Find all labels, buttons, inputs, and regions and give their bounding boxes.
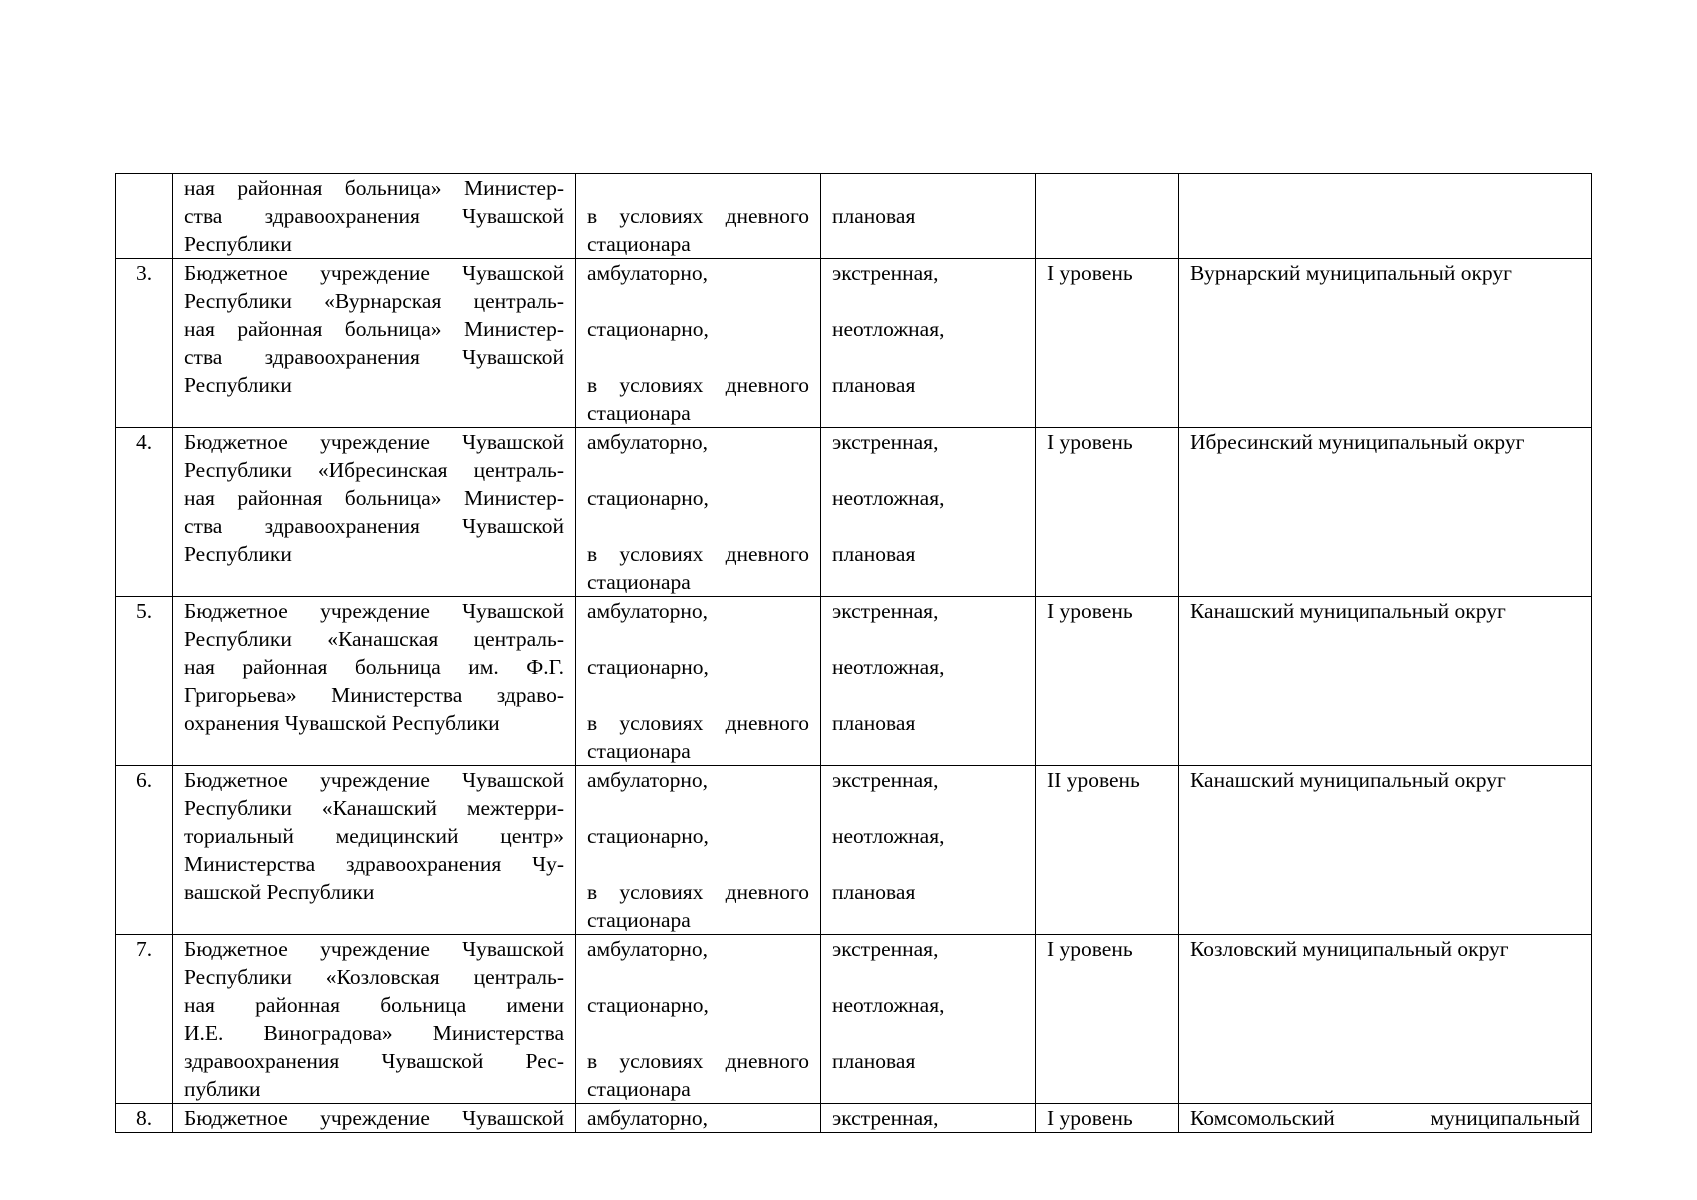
form-emergency: экстренная, — [832, 430, 939, 454]
condition-day-hospital: в условиях дневного — [587, 542, 809, 566]
table-row — [116, 1104, 1592, 1133]
level-cell: I уровень — [1036, 428, 1179, 597]
level-cell: II уровень — [1036, 766, 1179, 935]
form-planned: плановая — [832, 204, 916, 228]
row-number-cell: 6. — [116, 766, 173, 935]
organization-line: Бюджетное учреждение Чувашской — [184, 430, 564, 454]
row-number-cell: 8. — [116, 1104, 173, 1133]
organization-line: Республики «Козловская централь- — [184, 965, 564, 989]
organization-line: ная районная больница» Министер- — [184, 317, 564, 341]
organization-cell — [173, 428, 576, 597]
table-row — [116, 259, 1592, 428]
organization-line: Республики — [184, 542, 292, 566]
organization-line: И.Е. Виноградова» Министерства — [184, 1021, 564, 1045]
row-number-cell: 5. — [116, 597, 173, 766]
care-conditions-cell — [576, 935, 821, 1104]
organization-line: Григорьева» Министерства здраво- — [184, 683, 564, 707]
organization-cell — [173, 1104, 576, 1133]
organization-line: ная районная больница имени — [184, 993, 564, 1017]
territory-cell: Вурнарский муниципальный округ — [1179, 259, 1592, 428]
organization-cell — [173, 259, 576, 428]
form-planned: плановая — [832, 373, 916, 397]
form-planned: плановая — [832, 542, 916, 566]
form-urgent: неотложная, — [832, 486, 945, 510]
organization-cell — [173, 597, 576, 766]
condition-day-hospital-cont: стационара — [587, 1077, 691, 1101]
table-row — [116, 597, 1592, 766]
care-conditions-cell — [576, 1104, 821, 1133]
care-form-cell — [821, 766, 1036, 935]
territory-word: муниципальный — [1430, 1106, 1580, 1130]
form-emergency: экстренная, — [832, 261, 939, 285]
territory-cell — [1179, 1104, 1592, 1133]
organization-line: ная районная больница им. Ф.Г. — [184, 655, 564, 679]
condition-day-hospital-cont: стационара — [587, 739, 691, 763]
condition-day-hospital-cont: стационара — [587, 570, 691, 594]
form-urgent: неотложная, — [832, 993, 945, 1017]
level-cell: I уровень — [1036, 1104, 1179, 1133]
condition-day-hospital: в условиях дневного — [587, 880, 809, 904]
row-number-cell: 7. — [116, 935, 173, 1104]
care-form-cell — [821, 259, 1036, 428]
organization-line: Бюджетное учреждение Чувашской — [184, 599, 564, 623]
condition-day-hospital: в условиях дневного — [587, 204, 809, 228]
table-row — [116, 766, 1592, 935]
condition-outpatient: амбулаторно, — [587, 430, 709, 454]
form-urgent: неотложная, — [832, 317, 945, 341]
organization-line: Бюджетное учреждение Чувашской — [184, 1106, 564, 1130]
organization-line: Республики «Ибресинская централь- — [184, 458, 564, 482]
organization-line: Республики «Канашский межтерри- — [184, 796, 564, 820]
organization-line: публики — [184, 1077, 261, 1101]
table-row — [116, 428, 1592, 597]
organization-line: ная районная больница» Министер- — [184, 486, 564, 510]
condition-outpatient: амбулаторно, — [587, 261, 709, 285]
level-cell: I уровень — [1036, 259, 1179, 428]
form-planned: плановая — [832, 711, 916, 735]
territory-cell: Ибресинский муниципальный округ — [1179, 428, 1592, 597]
care-form-cell — [821, 174, 1036, 259]
organization-line: ства здравоохранения Чувашской — [184, 514, 564, 538]
condition-outpatient: амбулаторно, — [587, 1106, 709, 1130]
form-emergency: экстренная, — [832, 1106, 939, 1130]
form-emergency: экстренная, — [832, 937, 939, 961]
territory-cell: Канашский муниципальный округ — [1179, 766, 1592, 935]
care-conditions-cell — [576, 174, 821, 259]
form-planned: плановая — [832, 1049, 916, 1073]
organization-line: ториальный медицинский центр» — [184, 824, 564, 848]
organization-line: Республики «Канашская централь- — [184, 627, 564, 651]
medical-organizations-table — [115, 173, 1592, 1133]
organization-line: Республики — [184, 373, 292, 397]
level-cell: I уровень — [1036, 935, 1179, 1104]
organization-line: Бюджетное учреждение Чувашской — [184, 261, 564, 285]
condition-day-hospital: в условиях дневного — [587, 1049, 809, 1073]
row-number-cell: 4. — [116, 428, 173, 597]
row-number-cell — [116, 174, 173, 259]
territory-cell — [1179, 174, 1592, 259]
organization-line: ства здравоохранения Чувашской — [184, 345, 564, 369]
form-planned: плановая — [832, 880, 916, 904]
condition-day-hospital-cont: стационара — [587, 232, 691, 256]
table-row — [116, 174, 1592, 259]
territory-word: Комсомольский — [1190, 1106, 1335, 1130]
care-conditions-cell — [576, 428, 821, 597]
organization-line: Республики «Вурнарская централь- — [184, 289, 564, 313]
territory-cell: Козловский муниципальный округ — [1179, 935, 1592, 1104]
organization-line: ная районная больница» Министер- — [184, 176, 564, 200]
care-form-cell — [821, 935, 1036, 1104]
level-cell — [1036, 174, 1179, 259]
condition-outpatient: амбулаторно, — [587, 768, 709, 792]
condition-day-hospital-cont: стационара — [587, 401, 691, 425]
organization-line: ства здравоохранения Чувашской — [184, 204, 564, 228]
care-form-cell — [821, 597, 1036, 766]
organization-cell — [173, 766, 576, 935]
organization-line: охранения Чувашской Республики — [184, 711, 500, 735]
condition-inpatient: стационарно, — [587, 824, 709, 848]
form-urgent: неотложная, — [832, 655, 945, 679]
organization-line: вашской Республики — [184, 880, 375, 904]
care-conditions-cell — [576, 259, 821, 428]
condition-day-hospital: в условиях дневного — [587, 373, 809, 397]
organization-cell — [173, 935, 576, 1104]
table-row — [116, 935, 1592, 1104]
condition-outpatient: амбулаторно, — [587, 937, 709, 961]
organization-line: Министерства здравоохранения Чу- — [184, 852, 564, 876]
organization-cell — [173, 174, 576, 259]
care-conditions-cell — [576, 597, 821, 766]
territory-cell: Канашский муниципальный округ — [1179, 597, 1592, 766]
level-cell: I уровень — [1036, 597, 1179, 766]
row-number-cell: 3. — [116, 259, 173, 428]
care-conditions-cell — [576, 766, 821, 935]
condition-day-hospital-cont: стационара — [587, 908, 691, 932]
condition-inpatient: стационарно, — [587, 993, 709, 1017]
organization-line: здравоохранения Чувашской Рес- — [184, 1049, 564, 1073]
care-form-cell — [821, 428, 1036, 597]
organization-line: Республики — [184, 232, 292, 256]
organization-line: Бюджетное учреждение Чувашской — [184, 768, 564, 792]
care-form-cell — [821, 1104, 1036, 1133]
condition-inpatient: стационарно, — [587, 317, 709, 341]
condition-inpatient: стационарно, — [587, 655, 709, 679]
form-emergency: экстренная, — [832, 768, 939, 792]
condition-outpatient: амбулаторно, — [587, 599, 709, 623]
condition-inpatient: стационарно, — [587, 486, 709, 510]
form-emergency: экстренная, — [832, 599, 939, 623]
form-urgent: неотложная, — [832, 824, 945, 848]
organization-line: Бюджетное учреждение Чувашской — [184, 937, 564, 961]
condition-day-hospital: в условиях дневного — [587, 711, 809, 735]
